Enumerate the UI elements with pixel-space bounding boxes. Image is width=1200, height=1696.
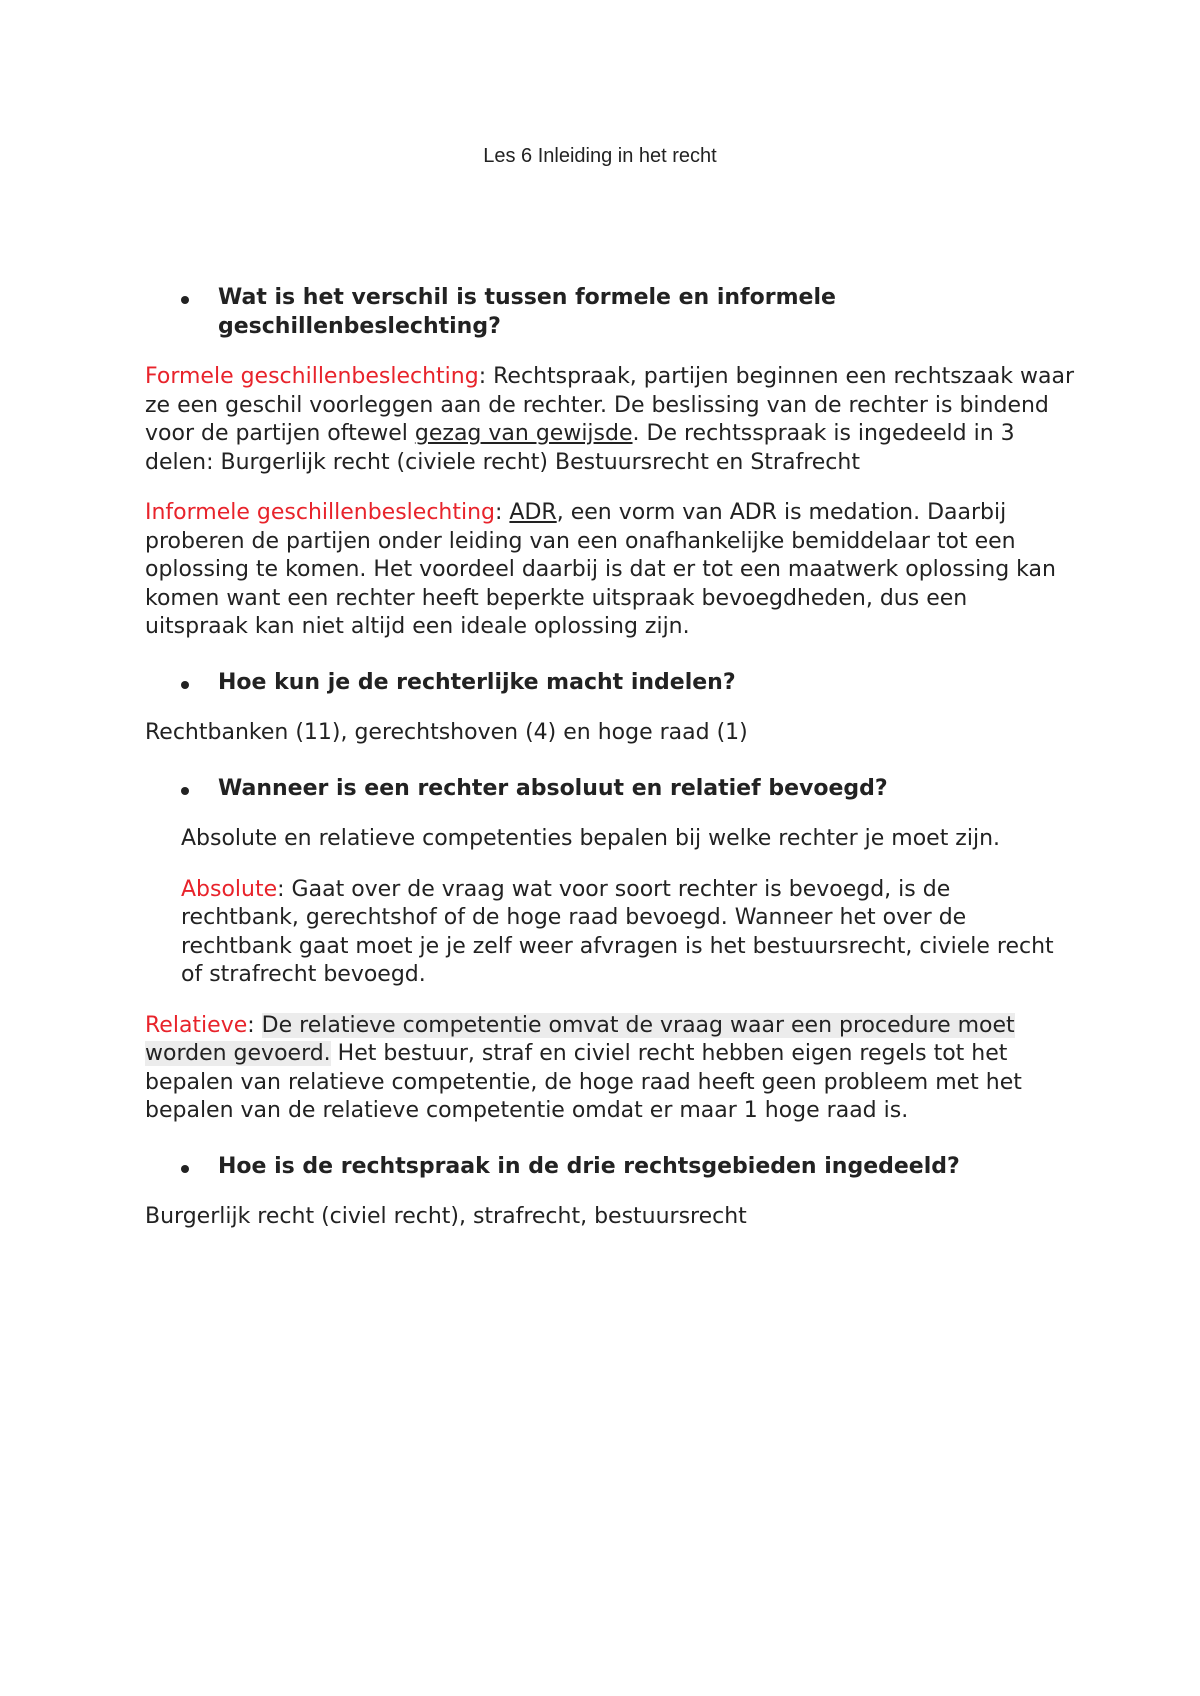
answer-3: Absolute en relatieve competenties bepalen bij welke rechter je moet zijn. (181, 826, 1001, 851)
colon: : (478, 364, 487, 389)
paragraph-relatieve (145, 1012, 1075, 1126)
bullet-icon (181, 681, 189, 689)
colon: : (495, 500, 510, 525)
answer-4: Burgerlijk recht (civiel recht), strafrecht, bestuursrecht (145, 1204, 747, 1229)
question-4 (145, 1153, 1075, 1182)
question-1-text: Wat is het verschil is tussen formele en informele geschillenbeslechting? (218, 285, 836, 339)
paragraph-text: : Gaat over de vraag wat voor soort rechter is bevoegd, is de rechtbank, gerechtshof of de hoge raad bevoegd. Wanneer het over de rechtbank gaat moet je je zelf weer afvragen is het bestuursrecht, civiele recht of strafrecht bevoegd. (181, 876, 1054, 987)
label-relatieve: Relatieve (145, 1012, 248, 1038)
question-1 (145, 284, 1075, 341)
paragraph-formele (145, 363, 1075, 477)
question-2 (145, 669, 1075, 698)
bullet-icon (181, 296, 189, 304)
label-absolute: Absolute (181, 876, 278, 902)
paragraph-text: . De rechtsspraak is ingedeeld in 3 delen: Burgerlijk recht (civiele recht) Bestuursrecht en Strafrecht (145, 421, 1015, 475)
link-gezag-van-gewijsde[interactable]: gezag van gewijsde (414, 421, 633, 446)
link-adr[interactable]: ADR (509, 500, 557, 525)
paragraph-absolute (145, 876, 1075, 990)
paragraph-text: Rechtspraak, partijen beginnen een rechtszaak waar ze een geschil voorleggen aan de rechter. De beslissing van de rechter is bindend voor de partijen oftewel (145, 364, 1075, 446)
question-3 (145, 775, 1075, 804)
document-body (145, 284, 1075, 1232)
question-3-text: Wanneer is een rechter absoluut en relatief bevoegd? (218, 775, 888, 801)
question-2-text: Hoe kun je de rechterlijke macht indelen? (218, 669, 736, 695)
page-title: Les 6 Inleiding in het recht (483, 145, 717, 167)
label-informele: Informele geschillenbeslechting (145, 500, 496, 525)
question-4-text: Hoe is de rechtspraak in de drie rechtsgebieden ingedeeld? (218, 1153, 960, 1179)
paragraph-text: , een vorm van ADR is medation. Daarbij proberen de partijen onder leiding van een onafhankelijke bemiddelaar tot een oplossing te komen. Het voordeel daarbij is dat er tot een maatwerk oplossing kan komen want een rechter heeft beperkte uitspraak bevoegdheden, dus een uitspraak kan niet altijd een ideale oplossing zijn. (145, 500, 1056, 639)
paragraph-text: Het bestuur, straf en civiel recht hebben eigen regels tot het bepalen van relatieve competentie, de hoge raad heeft geen probleem met het bepalen van de relatieve competentie omdat er maar 1 hoge raad is. (145, 1041, 1022, 1123)
colon: : (247, 1012, 262, 1038)
answer-2: Rechtbanken (11), gerechtshoven (4) en hoge raad (1) (145, 720, 748, 745)
paragraph-informele (145, 499, 1075, 642)
bullet-icon (181, 787, 189, 795)
highlighted-text: De relatieve competentie omvat de vraag waar een procedure moet worden gevoerd. (145, 1012, 1015, 1066)
bullet-icon (181, 1165, 189, 1173)
label-formele: Formele geschillenbeslechting (145, 364, 479, 389)
